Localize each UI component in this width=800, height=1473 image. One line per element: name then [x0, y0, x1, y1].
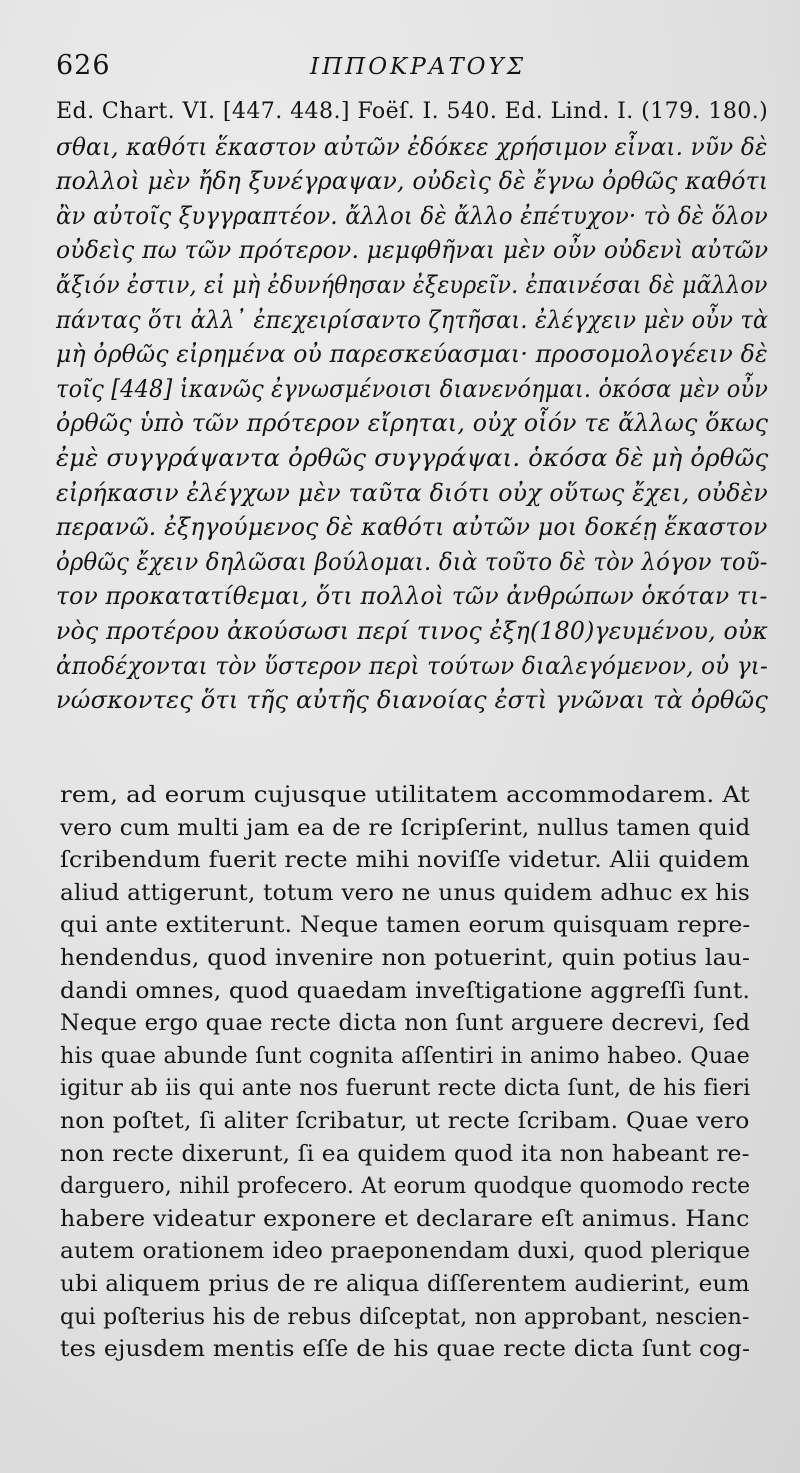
latin-text-line: ſcribendum fuerit recte mihi noviſſe videtur. Alii quidem: [60, 847, 750, 874]
latin-text-line: igitur ab iis qui ante nos fuerunt recte dicta ſunt, de his fieri: [60, 1075, 751, 1102]
latin-text-line: qui poſterius his de rebus diſceptat, non approbant, nescien-: [60, 1303, 750, 1330]
greek-text-line: εἰρήκασιν ἐλέγχων μὲν ταῦτα διότι οὐχ οὕτως ἔχει, οὐδὲν: [56, 478, 768, 507]
latin-text-line: dandi omnes, quod quaedam inveſtigatione aggreſſi ſunt.: [60, 977, 751, 1004]
greek-text-line: νώσκοντες ὅτι τῆς αὐτῆς διανοίας ἐστὶ γνῶναι τὰ ὀρθῶς: [56, 686, 769, 715]
latin-text-line: his quae abunde ſunt cognita aſſentiri in animo habeo. Quae: [60, 1042, 750, 1069]
greek-text-block: [56, 95, 780, 718]
latin-text-line: ubi aliquem prius de re aliqua diſſerentem audierint, eum: [60, 1270, 750, 1297]
latin-text-line: autem orationem ideo praeponendam duxi, quod plerique: [60, 1238, 751, 1265]
latin-text-line: vero cum multi jam ea de re ſcripſerint, nullus tamen quid: [60, 814, 751, 841]
page-number: 626: [56, 50, 111, 81]
greek-text-line: ἂν αὐτοῖς ξυγγραπτέον. ἄλλοι δὲ ἄλλο ἐπέτυχον· τὸ δὲ ὅλον: [56, 201, 768, 230]
greek-text-line: τοῖς [448] ἱκανῶς ἐγνωσμένοισι διανενόημαι. ὁκόσα μὲν οὖν: [56, 374, 769, 403]
greek-text-line: νὸς προτέρου ἀκούσωσι περί τινος ἐξη(180)γευμένου, οὐκ: [56, 616, 769, 645]
latin-text-line: tes ejusdem mentis eſſe de his quae recte dicta ſunt cog-: [60, 1336, 751, 1363]
greek-text-line: τον προκατατίθεμαι, ὅτι πολλοὶ τῶν ἀνθρώπων ὁκόταν τι-: [56, 582, 768, 611]
latin-text-line: hendendus, quod invenire non potuerint, quin potius lau-: [60, 944, 751, 971]
greek-text-line: ἀποδέχονται τὸν ὕστερον περὶ τούτων διαλεγόμενον, οὐ γι-: [56, 651, 768, 680]
edition-reference-line: Ed. Chart. VI. [447. 448.] Foëſ. I. 540. Ed. Lind. I. (179. 180.): [56, 99, 769, 124]
greek-text-line: οὐδεὶς πω τῶν πρότερον. μεμφθῆναι μὲν οὖν οὐδενὶ αὐτῶν: [56, 236, 769, 265]
greek-text-line: μὴ ὀρθῶς εἰρημένα οὐ παρεσκεύασμαι· προσομολογέειν δὲ: [56, 340, 768, 369]
greek-text-line: σθαι, καθότι ἕκαστον αὐτῶν ἐδόκεε χρήσιμον εἶναι. νῦν δὲ: [56, 132, 768, 161]
greek-text-line: πάντας ὅτι ἀλλ᾽ ἐπεχειρίσαντο ζητῆσαι. ἐλέγχειν μὲν οὖν τὰ: [56, 305, 769, 334]
greek-text-line: ὀρθῶς ἔχειν δηλῶσαι βούλομαι. διὰ τοῦτο δὲ τὸν λόγον τοῦ-: [56, 547, 768, 576]
latin-text-line: Neque ergo quae recte dicta non ſunt arguere decrevi, ſed: [60, 1010, 751, 1037]
latin-text-line: qui ante extiterunt. Neque tamen eorum quisquam repre-: [60, 912, 751, 939]
page-header: [56, 50, 756, 90]
greek-text-line: ἄξιόν ἐστιν, εἰ μὴ ἐδυνήθησαν ἐξευρεῖν. ἐπαινέσαι δὲ μᾶλλον: [56, 270, 768, 299]
greek-text-line: ἐμὲ συγγράψαντα ὀρθῶς συγγράψαι. ὁκόσα δὲ μὴ ὀρθῶς: [56, 443, 769, 472]
latin-text-line: non poſtet, ſi aliter ſcribatur, ut recte ſcribam. Quae vero: [60, 1107, 750, 1134]
latin-text-line: non recte dixerunt, ſi ea quidem quod ita non habeant re-: [60, 1140, 750, 1167]
latin-text-line: aliud attigerunt, totum vero ne unus quidem adhuc ex his: [60, 879, 751, 906]
greek-text-line: πολλοὶ μὲν ἤδη ξυνέγραψαν, οὐδεὶς δὲ ἔγνω ὀρθῶς καθότι: [56, 167, 769, 196]
latin-text-line: rem, ad eorum cujusque utilitatem accommodarem. At: [60, 782, 750, 808]
latin-text-block: [60, 779, 784, 1366]
latin-text-line: habere videatur exponere et declarare eſt animus. Hanc: [60, 1205, 750, 1232]
running-title: ΙΠΠΟΚΡΑΤΟΥΣ: [310, 54, 526, 80]
greek-text-line: περανῶ. ἐξηγούμενος δὲ καθότι αὐτῶν μοι δοκέῃ ἕκαστον: [56, 513, 768, 542]
latin-text-line: darguero, nihil profecero. At eorum quodque quomodo recte: [60, 1173, 751, 1200]
greek-text-line: ὀρθῶς ὑπὸ τῶν πρότερον εἴρηται, οὐχ οἷόν τε ἄλλως ὅκως: [56, 409, 769, 438]
